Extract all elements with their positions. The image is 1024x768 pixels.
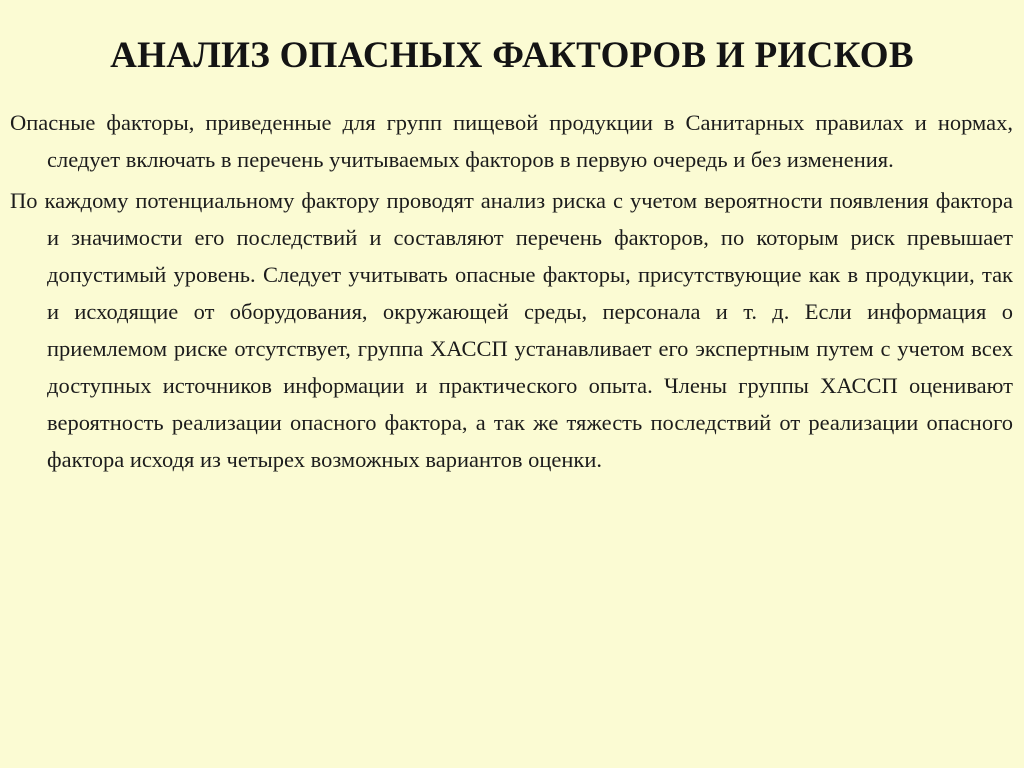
paragraph-risk-analysis: По каждому потенциальному фактору проводят анализ риска с учетом вероятности появления фактора и значимости его последствий и составляют перечень факторов, по которым риск превышает допустимый уровень. Следует учитывать опасные факторы, присутствующие как в продукции, так и исходящие от оборудования, окружающей среды, персонала и т. д. Если информация о приемлемом риске отсутствует, группа ХАССП устанавливает его экспертным путем с учетом всех доступных источников информации и практического опыта. Члены группы ХАССП оценивают вероятность реализации опасного фактора, а так же тяжесть последствий от реализации опасного фактора исходя из четырех возможных вариантов оценки. [10, 188, 1013, 472]
paragraph-hazard-factors: Опасные факторы, приведенные для групп пищевой продукции в Санитарных правилах и нормах, следует включать в перечень учитываемых факторов в первую очередь и без изменения. [10, 110, 1013, 172]
slide-title: АНАЛИЗ ОПАСНЫХ ФАКТОРОВ И РИСКОВ [110, 35, 914, 76]
slide-body [10, 104, 1013, 482]
